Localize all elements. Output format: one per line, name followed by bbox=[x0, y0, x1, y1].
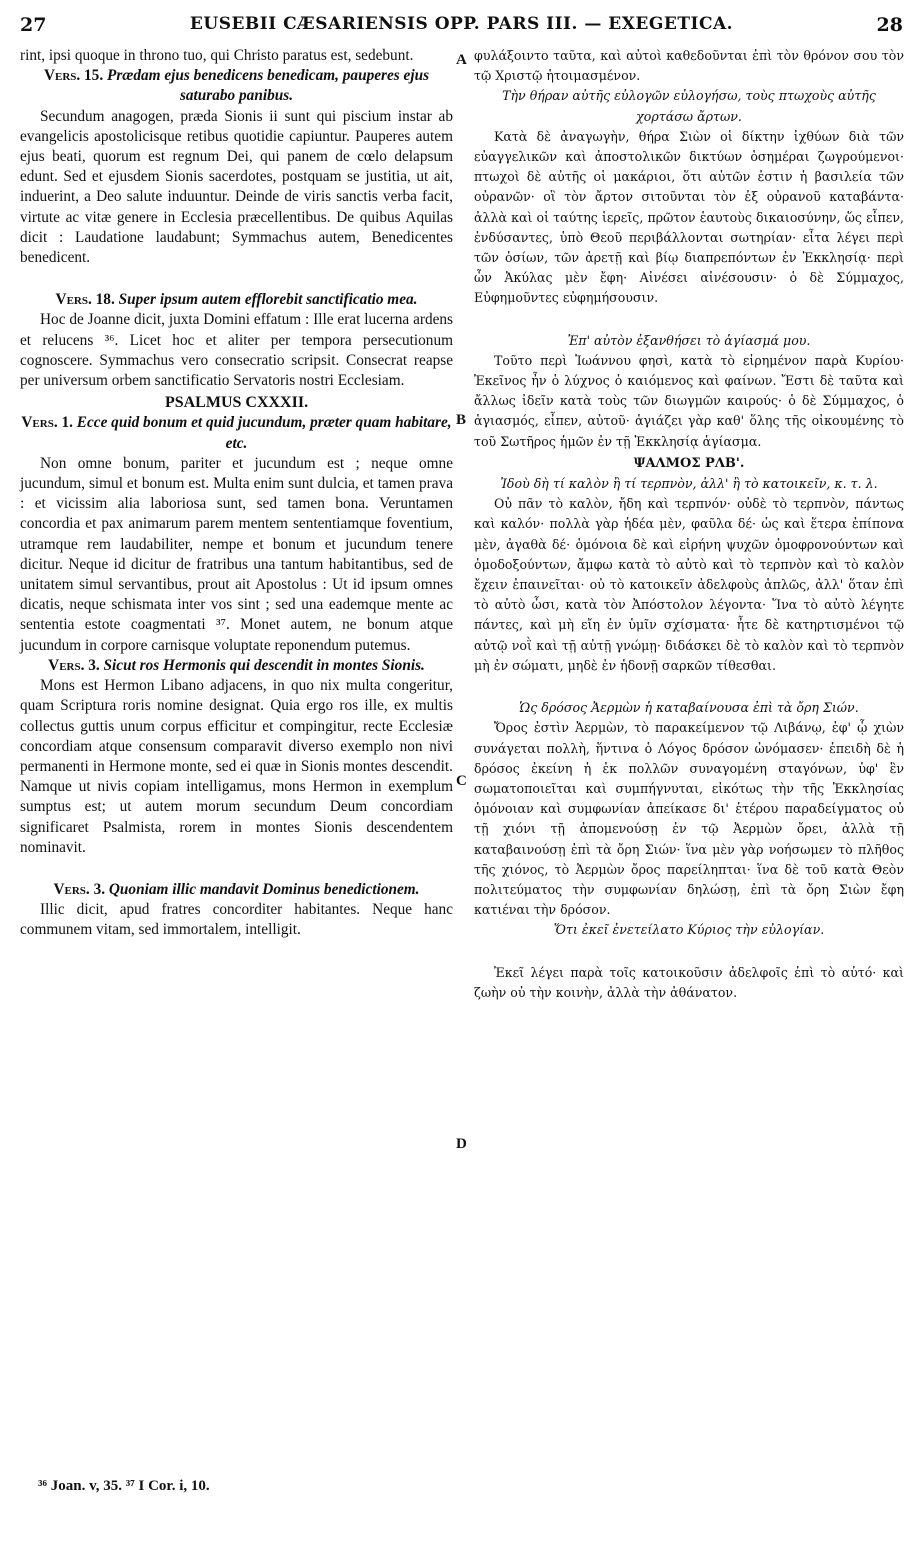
psalm-heading-greek: ΨΑΛΜΟΣ ΡΛΒ'. bbox=[633, 455, 745, 471]
verse-text: Prædam ejus benedicens benedicam, pauperes ejus saturabo panibus. bbox=[106, 67, 430, 105]
margin-letter-d: D bbox=[456, 1136, 467, 1152]
margin-letter-c: C bbox=[456, 773, 467, 789]
latin-verse-heading bbox=[20, 880, 453, 900]
greek-lemma: Τὴν θήραν αὐτῆς εὐλογῶν εὐλογήσω, τοὺς πτωχοὺς αὐτῆς χορτάσω ἄρτων. bbox=[502, 88, 876, 124]
greek-paragraph: Κατὰ δὲ ἀναγωγὴν, θήρα Σιὼν οἱ δίκτην ἰχθύων διὰ τῶν εὐαγγελικῶν καὶ ἀποστολικῶν δικτύων ὁσημέραι ζωγρούμενοι· πτωχοὶ δὲ αὐτῆς οἱ μακάριοι, ὅτι αὐτῶν ἐστιν ἡ βασιλεία τῶν οὐρανῶν· οἳ τὸν ἄρτον σιτοῦνται τὸν ἐξ οὐρανοῦ καταβάντα· ἀλλὰ καὶ οἱ ταύτης ἱερεῖς, πρῶτον ἑαυτοὺς δικαιοσύνην, ὥς εἶπεν, ἐνδύσαντες, ὑπὸ Θεοῦ περιβάλλονται σωτηρίαν· εἶτα λέγει περὶ τῶν ὁσίων, τῶν ἀρετῇ καὶ βίῳ διαπρεπόντων ἐν Ἐκκλησίᾳ· περὶ ὧν Ἀκύλας μὲν ἔφη· Αἰνέσει αἰνέσουσιν· ὁ δὲ Σύμμαχος, Εὐφημοῦντες εὐφημήσουσιν. bbox=[474, 128, 904, 306]
greek-paragraph: Οὐ πᾶν τὸ καλὸν, ἤδη καὶ τερπνόν· οὐδὲ τὸ τερπνὸν, πάντως καὶ καλόν· πολλὰ γὰρ ἡδέα μὲν, φαῦλα δέ· ὡς καὶ ἕτερα ἐπίπονα μὲν, ἀγαθὰ δέ· ὁμόνοια δὲ καὶ εἰρήνη ψυχῶν ὁμοφρονούντων καὶ ὁμοδοξούντων, ἄμφω κατὰ τὸ αὐτὸ καὶ τὸ τερπνὸν καὶ τὸ καλὸν ἔχειν ἐπαινεῖται· οὐ τὸ κατοικεῖν ἀδελφοὺς ἁπλῶς, ἀλλ' ὅταν ἐπὶ τὸ αὐτὸ ὦσι, κατὰ τὸν Ἀπόστολον λέγοντα· Ἵνα τὸ αὐτὸ λέγητε πάντες, καὶ μὴ εἴη ἐν ὑμῖν σχίσματα· ἦτε δὲ κατηρτισμένοι τῷ αὐτῷ νοῒ καὶ τῇ αὐτῇ γνώμῃ· διδάσκει δὲ τὸ καλὸν καὶ τὸ τερπνὸν μὴ ἐν σώματι, μηδὲ ἐν ἡδονῇ σαρκῶν τίθεσθαι. bbox=[474, 496, 904, 673]
greek-paragraph: φυλάξοιντο ταῦτα, καὶ αὐτοὶ καθεδοῦνται ἐπὶ τὸν θρόνον σου τὸν τῷ Χριστῷ ἡτοιμασμένον. bbox=[474, 48, 904, 84]
greek-lemma: Ἰδοὺ δὴ τί καλὸν ἢ τί τερπνὸν, ἀλλ' ἢ τὸ κατοικεῖν, κ. τ. λ. bbox=[500, 476, 878, 492]
latin-verse-heading bbox=[20, 290, 453, 310]
margin-letter-a: A bbox=[456, 52, 467, 68]
greek-column bbox=[474, 46, 904, 1003]
verse-label: Vers. 1. bbox=[21, 414, 73, 432]
latin-verse-heading bbox=[20, 66, 453, 106]
page-number-right: 28 bbox=[876, 14, 903, 36]
latin-paragraph: Hoc de Joanne dicit, juxta Domini effatum : Ille erat lucerna ardens et relucens ³⁶. Licet hoc et aliter per tempora persecutionum cognoscere. Symmachus vero consecratio scripsit. Consecrat reapse per universum orbem sanctificatio Servatoris nostri Ecclesiam. bbox=[20, 311, 453, 390]
verse-text: Ecce quid bonum et quid jucundum, præter quam habitare, etc. bbox=[76, 414, 452, 452]
latin-column bbox=[20, 46, 453, 941]
greek-lemma: Ὅτι ἐκεῖ ἐνετείλατο Κύριος τὴν εὐλογίαν. bbox=[553, 922, 825, 938]
greek-lemma: Ἐπ' αὐτὸν ἐξανθήσει τὸ ἁγίασμά μου. bbox=[567, 332, 811, 348]
psalm-heading-latin: PSALMUS CXXXII. bbox=[164, 394, 309, 412]
greek-paragraph: Τοῦτο περὶ Ἰωάννου φησὶ, κατὰ τὸ εἰρημένον παρὰ Κυρίου· Ἐκεῖνος ἦν ὁ λύχνος ὁ καιόμενος καὶ φαίνων. Ἔστι δὲ ταῦτα καὶ ἄλλως ἰδεῖν κατὰ τοὺς τῶν διωγμῶν καιρούς· ὁ δὲ Σύμμαχος, ὁ ἁγιασμός, εἶπεν, αὐτοῦ· ἁγιάζει γὰρ καθ' ὅλης τῆς οἰκουμένης τὸ τοῦ Σωτῆρος ἡμῶν ἐν τῇ Ἐκκλησίᾳ ἁγίασμα. bbox=[474, 352, 904, 449]
margin-letter-b: B bbox=[456, 412, 467, 428]
verse-text: Quoniam illic mandavit Dominus benedictionem. bbox=[108, 880, 420, 898]
footnotes: ³⁶ Joan. v, 35. ³⁷ I Cor. i, 10. bbox=[38, 1478, 210, 1494]
greek-paragraph: Ἐκεῖ λέγει παρὰ τοῖς κατοικοῦσιν ἀδελφοῖς ἐπὶ τὸ αὐτό· καὶ ζωὴν οὐ τὴν κοινὴν, ἀλλὰ τὴν ἀθάνατον. bbox=[474, 964, 904, 1000]
latin-paragraph: rint, ipsi quoque in throno tuo, qui Christo paratus est, sedebunt. bbox=[20, 47, 414, 64]
verse-label: Vers. 3. bbox=[53, 880, 106, 898]
latin-verse-heading bbox=[20, 413, 453, 453]
greek-paragraph: Ὄρος ἐστὶν Ἀερμὼν, τὸ παρακείμενον τῷ Λιβάνῳ, ἐφ' ᾧ χιὼν συνάγεται πολλὴ, ἥντινα ὁ Λόγος δρόσον ὠνόμασεν· ἐπειδὴ δὲ ἡ δρόσος ἐκείνη ἡ ἐκ πολλῶν συναγομένη σταγόνων, ὑφ' ἓν σωματοποιεῖται καὶ συμπήγνυται, εἰκότως τὴν τῆς Ἐκκλησίας ὁμόνοιαν καὶ συμφωνίαν ἀπείκασε δι' ἑτέρου παραδείγματος οὐ τῇ χιόνι τῇ ἀπομενούσῃ ἐν τῷ Ἀερμὼν ὄρει, ἀλλὰ τῇ καταβαινούσῃ ἐπὶ τὰ ὄρη Σιών· ἵνα μὲν γὰρ νοήσωμεν τὸ πλῆθος τῆς χιόνος, τὸ Ἀερμὼν ὄρος παρείληπται· ἵνα δὲ τοῦ κατὰ Θεὸν πολιτεύματος τὴν συμφωνίαν δηλώσῃ, ἐπὶ τὰ ὄρη Σιὼν ἔφη κατιέναι τὴν δρόσον. bbox=[474, 720, 904, 918]
verse-label: Vers. 3. bbox=[48, 656, 100, 674]
latin-paragraph: Illic dicit, apud fratres concorditer habitantes. Neque hanc communem vitam, sed immortalem, intelligit. bbox=[20, 901, 453, 939]
greek-lemma: Ὡς δρόσος Ἀερμὼν ἡ καταβαίνουσα ἐπὶ τὰ ὄρη Σιών. bbox=[519, 700, 859, 716]
latin-paragraph: Secundum anagogen, præda Sionis ii sunt qui piscium instar ab evangelicis apostolicisque retibus quotidie capiuntur. Pauperes autem ejus beati, quorum est regnum Dei, qui panem de cœlo delapsum edunt. Sed et ejusdem Sionis sacerdotes, postquam se justitia, ut ait, induerint, a Deo salute induuntur. Deinde de viris sanctis verba facit, virtute ac vitæ genere in Ecclesia præcellentibus. De quibus Aquilas dicit : Laudatione laudabunt; Symmachus autem, Benedicentes benedicent. bbox=[20, 107, 453, 267]
verse-label: Vers. 18. bbox=[55, 291, 115, 309]
running-title: EUSEBII CÆSARIENSIS OPP. PARS III. — EXEGETICA. bbox=[189, 14, 734, 34]
verse-text: Super ipsum autem efflorebit sanctificatio mea. bbox=[118, 291, 418, 309]
verse-text: Sicut ros Hermonis qui descendit in montes Sionis. bbox=[103, 656, 425, 674]
latin-paragraph: Non omne bonum, pariter et jucundum est ; neque omne jucundum, simul et bonum est. Multa enim sunt dulcia, et tamen prava : et vicissim alia laboriosa sunt, sed tamen bona. Veruntamen concordia et pax animarum parem mentem sententiamque foventium, utramque rem laudabiliter, nempe et bonum et jucundum tenere dicitur. Neque id dicitur de fratribus una tantum habitantibus, sed de unitatem simul servantibus, prout ait Apostolus : Ut id ipsum omnes dicatis, neque schismata inter vos sint ; sed una eademque mente ac sententia estote coagmentati ³⁷. Monet autem, ne bonum atque jucundum in corpore carnisque voluptate reponendum putemus. bbox=[20, 454, 453, 654]
latin-paragraph: Mons est Hermon Libano adjacens, in quo nix multa congeritur, quam Scriptura roris nomine designat. Quia ergo ros ille, ex multis collectus guttis unum corpus efficitur et compingitur, recte Ecclesiæ concordiam atque consensum comparavit diverso exemplo non nivi permanenti in Hermone monte, sed ei quæ in Sionis montes descendit. Namque ut nivis copiam intelligamus, mons Hermon in exemplum sumptus est; ut autem morum secundum Deum concordiam significaret Psalmista, rorem in montes Sionis descendentem nominavit. bbox=[20, 677, 453, 856]
running-header bbox=[20, 14, 903, 44]
verse-label: Vers. 15. bbox=[43, 67, 104, 85]
latin-verse-heading bbox=[20, 656, 453, 676]
page-number-left: 27 bbox=[20, 14, 47, 36]
